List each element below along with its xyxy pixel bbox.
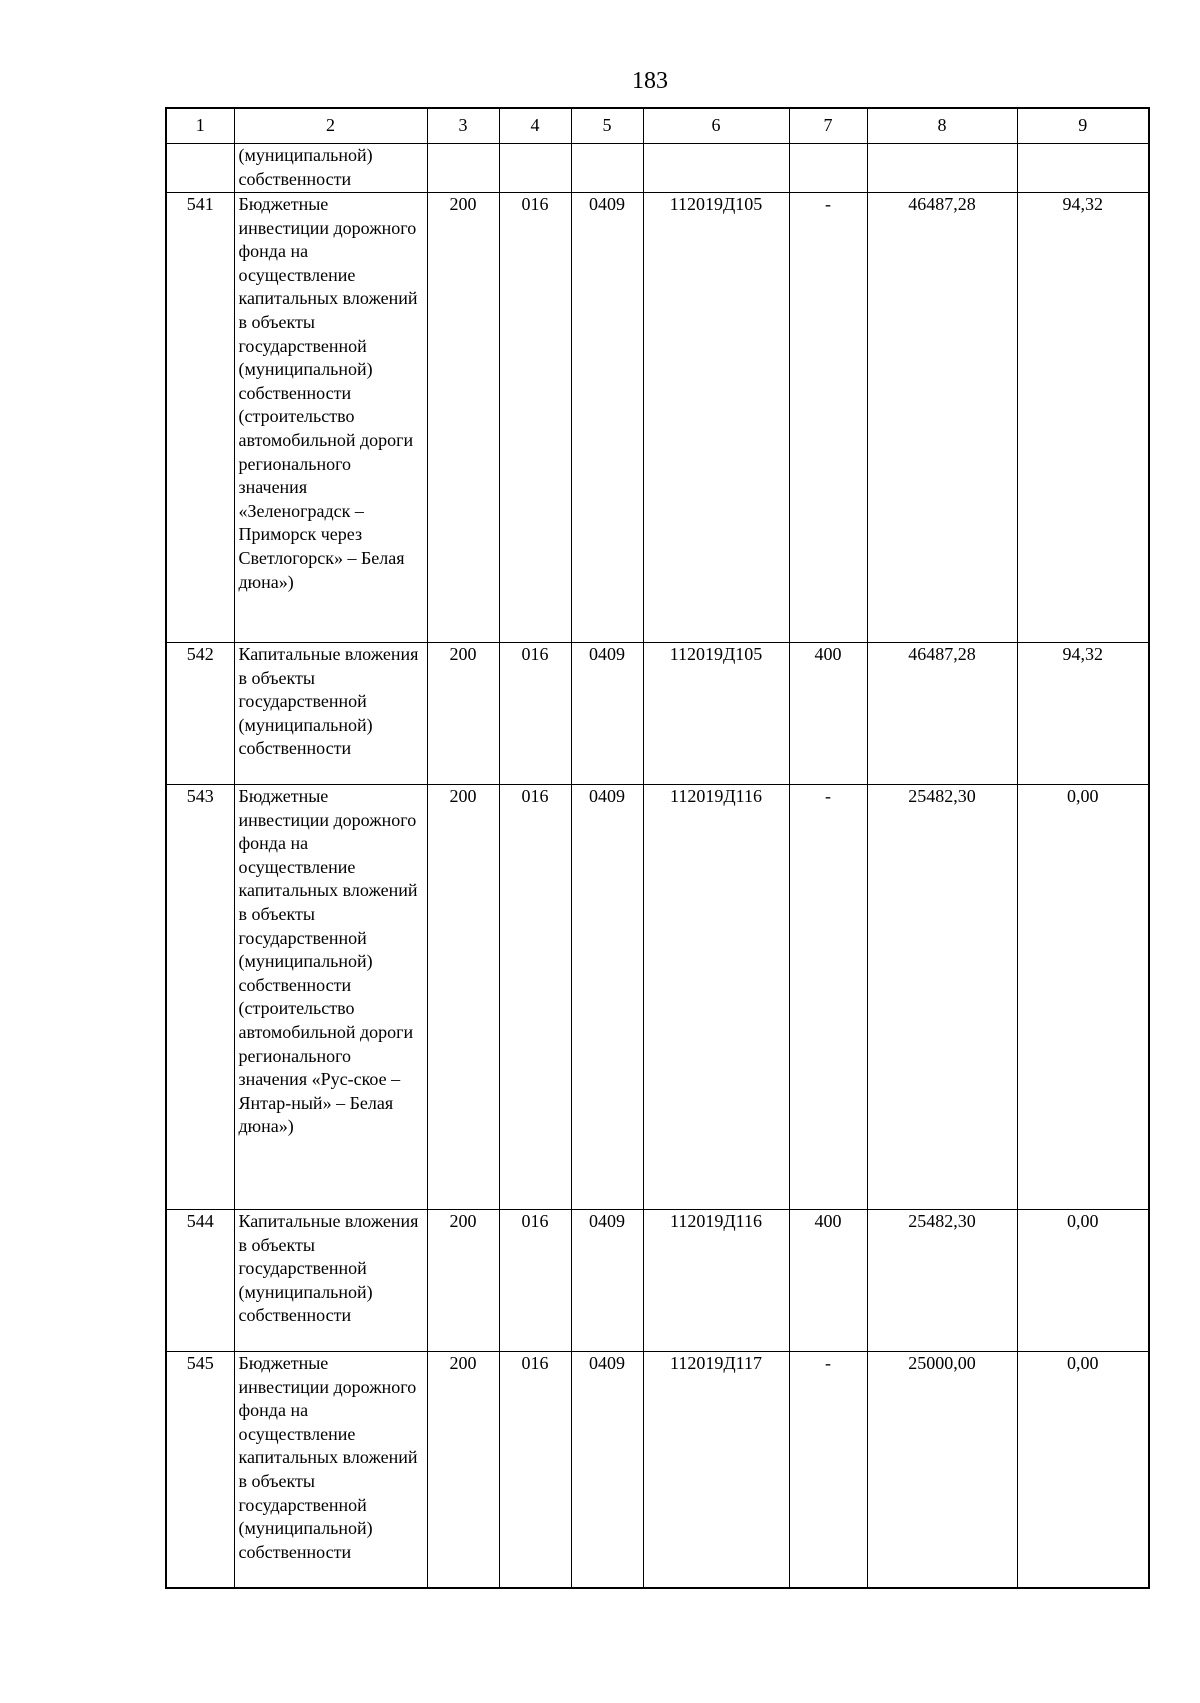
row-name: Капитальные вложения в объекты государственной (муниципальной) собственности [234,643,427,785]
table-row [166,144,1149,193]
row-number: 543 [166,785,234,1210]
row-name: Бюджетные инвестиции дорожного фонда на осуществление капитальных вложений в объекты государственной (муниципальной) собственности (строительство автомобильной дороги регионального значения «Зеленоградск – Приморск через Светлогорск» – Белая дюна») [234,193,427,643]
cell-col5: 0409 [571,643,643,785]
cell-col6: 112019Д105 [643,193,789,643]
cell-col7: - [789,785,867,1210]
cell-col3: 200 [427,1352,499,1589]
column-header: 5 [571,108,643,144]
cell-col7 [789,144,867,193]
column-header: 6 [643,108,789,144]
column-header: 1 [166,108,234,144]
cell-col3: 200 [427,643,499,785]
cell-col4: 016 [499,643,571,785]
cell-col7: 400 [789,1210,867,1352]
column-header: 8 [867,108,1017,144]
cell-col6: 112019Д116 [643,785,789,1210]
cell-col9: 0,00 [1017,785,1149,1210]
cell-col7: 400 [789,643,867,785]
cell-col5: 0409 [571,193,643,643]
row-number: 542 [166,643,234,785]
cell-col8: 25482,30 [867,785,1017,1210]
cell-col5: 0409 [571,1352,643,1589]
cell-col3: 200 [427,1210,499,1352]
cell-col6: 112019Д117 [643,1352,789,1589]
column-header: 7 [789,108,867,144]
cell-col8: 46487,28 [867,193,1017,643]
row-number [166,144,234,193]
cell-col5: 0409 [571,785,643,1210]
cell-col3: 200 [427,193,499,643]
row-number: 545 [166,1352,234,1589]
table-row [166,785,1149,1210]
row-name: (муниципальной) собственности [234,144,427,193]
budget-table [165,107,1150,1589]
cell-col4 [499,144,571,193]
cell-col9: 0,00 [1017,1210,1149,1352]
column-header: 4 [499,108,571,144]
table-row [166,193,1149,643]
row-number: 544 [166,1210,234,1352]
cell-col3: 200 [427,785,499,1210]
column-header: 9 [1017,108,1149,144]
header-row [166,108,1149,144]
cell-col4: 016 [499,1210,571,1352]
cell-col6: 112019Д105 [643,643,789,785]
row-name: Капитальные вложения в объекты государственной (муниципальной) собственности [234,1210,427,1352]
row-name: Бюджетные инвестиции дорожного фонда на осуществление капитальных вложений в объекты государственной (муниципальной) собственности (строительство автомобильной дороги регионального значения «Рус-ское – Янтар-ный» – Белая дюна») [234,785,427,1210]
cell-col3 [427,144,499,193]
cell-col9: 94,32 [1017,193,1149,643]
cell-col9: 0,00 [1017,1352,1149,1589]
cell-col7: - [789,193,867,643]
table-row [166,1352,1149,1589]
row-number: 541 [166,193,234,643]
page-number: 183 [632,68,668,94]
cell-col9: 94,32 [1017,643,1149,785]
cell-col7: - [789,1352,867,1589]
cell-col8 [867,144,1017,193]
row-name: Бюджетные инвестиции дорожного фонда на осуществление капитальных вложений в объекты государственной (муниципальной) собственности [234,1352,427,1589]
cell-col6 [643,144,789,193]
cell-col5: 0409 [571,1210,643,1352]
table-row [166,1210,1149,1352]
cell-col8: 25000,00 [867,1352,1017,1589]
cell-col9 [1017,144,1149,193]
cell-col4: 016 [499,785,571,1210]
column-header: 2 [234,108,427,144]
cell-col8: 25482,30 [867,1210,1017,1352]
column-header: 3 [427,108,499,144]
cell-col4: 016 [499,193,571,643]
cell-col5 [571,144,643,193]
cell-col4: 016 [499,1352,571,1589]
cell-col8: 46487,28 [867,643,1017,785]
table-row [166,643,1149,785]
cell-col6: 112019Д116 [643,1210,789,1352]
